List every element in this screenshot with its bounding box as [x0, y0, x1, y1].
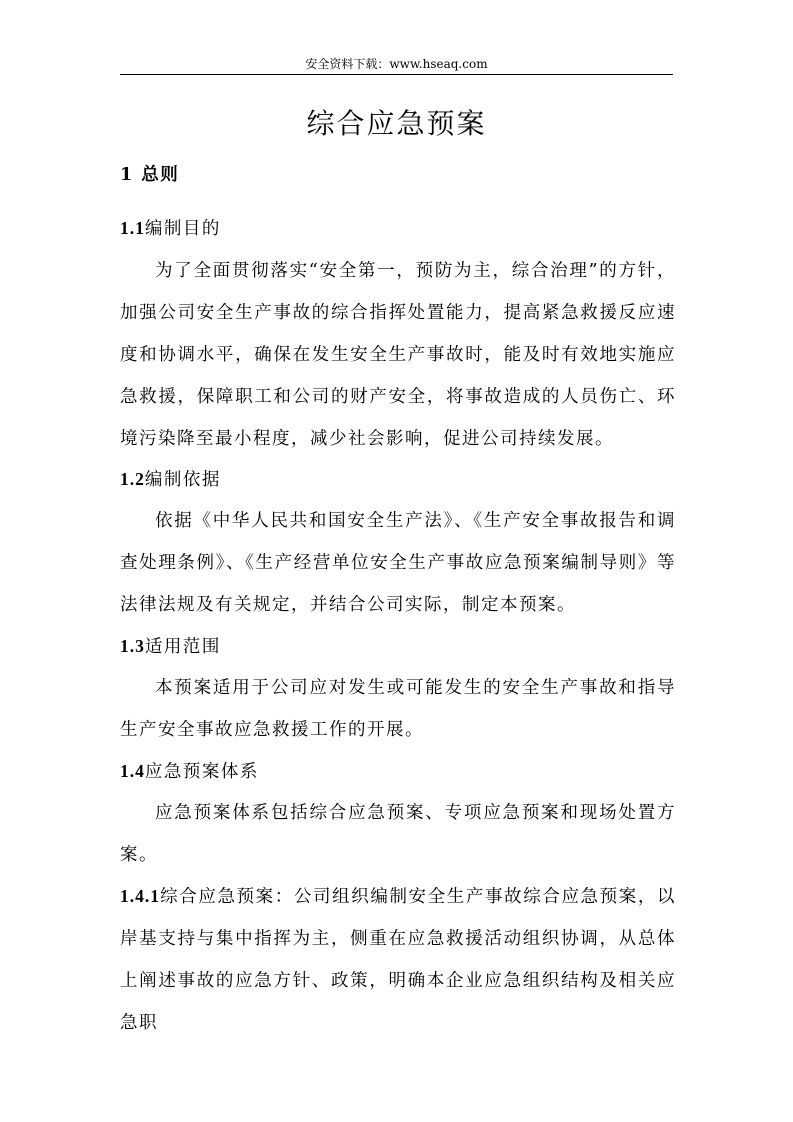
section-title: 应急预案体系 — [144, 762, 259, 782]
paragraph-purpose: 为了全面贯彻落实“安全第一，预防为主，综合治理”的方针，加强公司安全生产事故的综合指挥处置能力，提高紧急救援反应速度和协调水平，确保在发生安全生产事故时，能及时有效地实施应急救援，保障职工和公司的财产安全，将事故造成的人员伤亡、环境污染降至最小程度，减少社会影响，促进公司持续发展。 — [120, 261, 676, 449]
header-text: 安全资料下载：www.hseaq.com — [305, 57, 488, 71]
section-number: 1.4.1 — [120, 886, 160, 906]
paragraph-system: 应急预案体系包括综合应急预案、专项应急预案和现场处置方案。 — [120, 803, 676, 865]
section-title: 编制目的 — [144, 219, 221, 239]
paragraph-text: 综合应急预案：公司组织编制安全生产事故综合应急预案，以岸基支持与集中指挥为主，侧重在应急救援活动组织协调，从总体上阐述事故的应急方针、政策，明确本企业应急组织结构及相关应急职 — [120, 887, 676, 1033]
section-heading-1-4 — [120, 750, 676, 793]
section-number: 1.3 — [120, 636, 145, 656]
paragraph-1-4-1 — [120, 875, 676, 1044]
section-number: 1.2 — [120, 469, 145, 489]
section-number: 1.4 — [120, 761, 145, 781]
paragraph-scope: 本预案适用于公司应对发生或可能发生的安全生产事故和指导生产安全事故应急救援工作的开展。 — [120, 678, 676, 740]
section-heading-1-1 — [120, 207, 676, 250]
section-heading-1: 1 总则 — [120, 165, 180, 185]
page-header — [120, 56, 673, 75]
section-heading-1-3 — [120, 625, 676, 668]
section-heading-1-2 — [120, 458, 676, 501]
section-number: 1.1 — [120, 218, 145, 238]
section-title: 编制依据 — [144, 470, 221, 490]
paragraph-basis: 依据《中华人民共和国安全生产法》、《生产安全事故报告和调查处理条例》、《生产经营单位安全生产事故应急预案编制导则》等法律法规及有关规定，并结合公司实际，制定本预案。 — [120, 511, 676, 615]
document-title: 综合应急预案 — [306, 107, 487, 140]
section-title: 适用范围 — [144, 637, 221, 657]
